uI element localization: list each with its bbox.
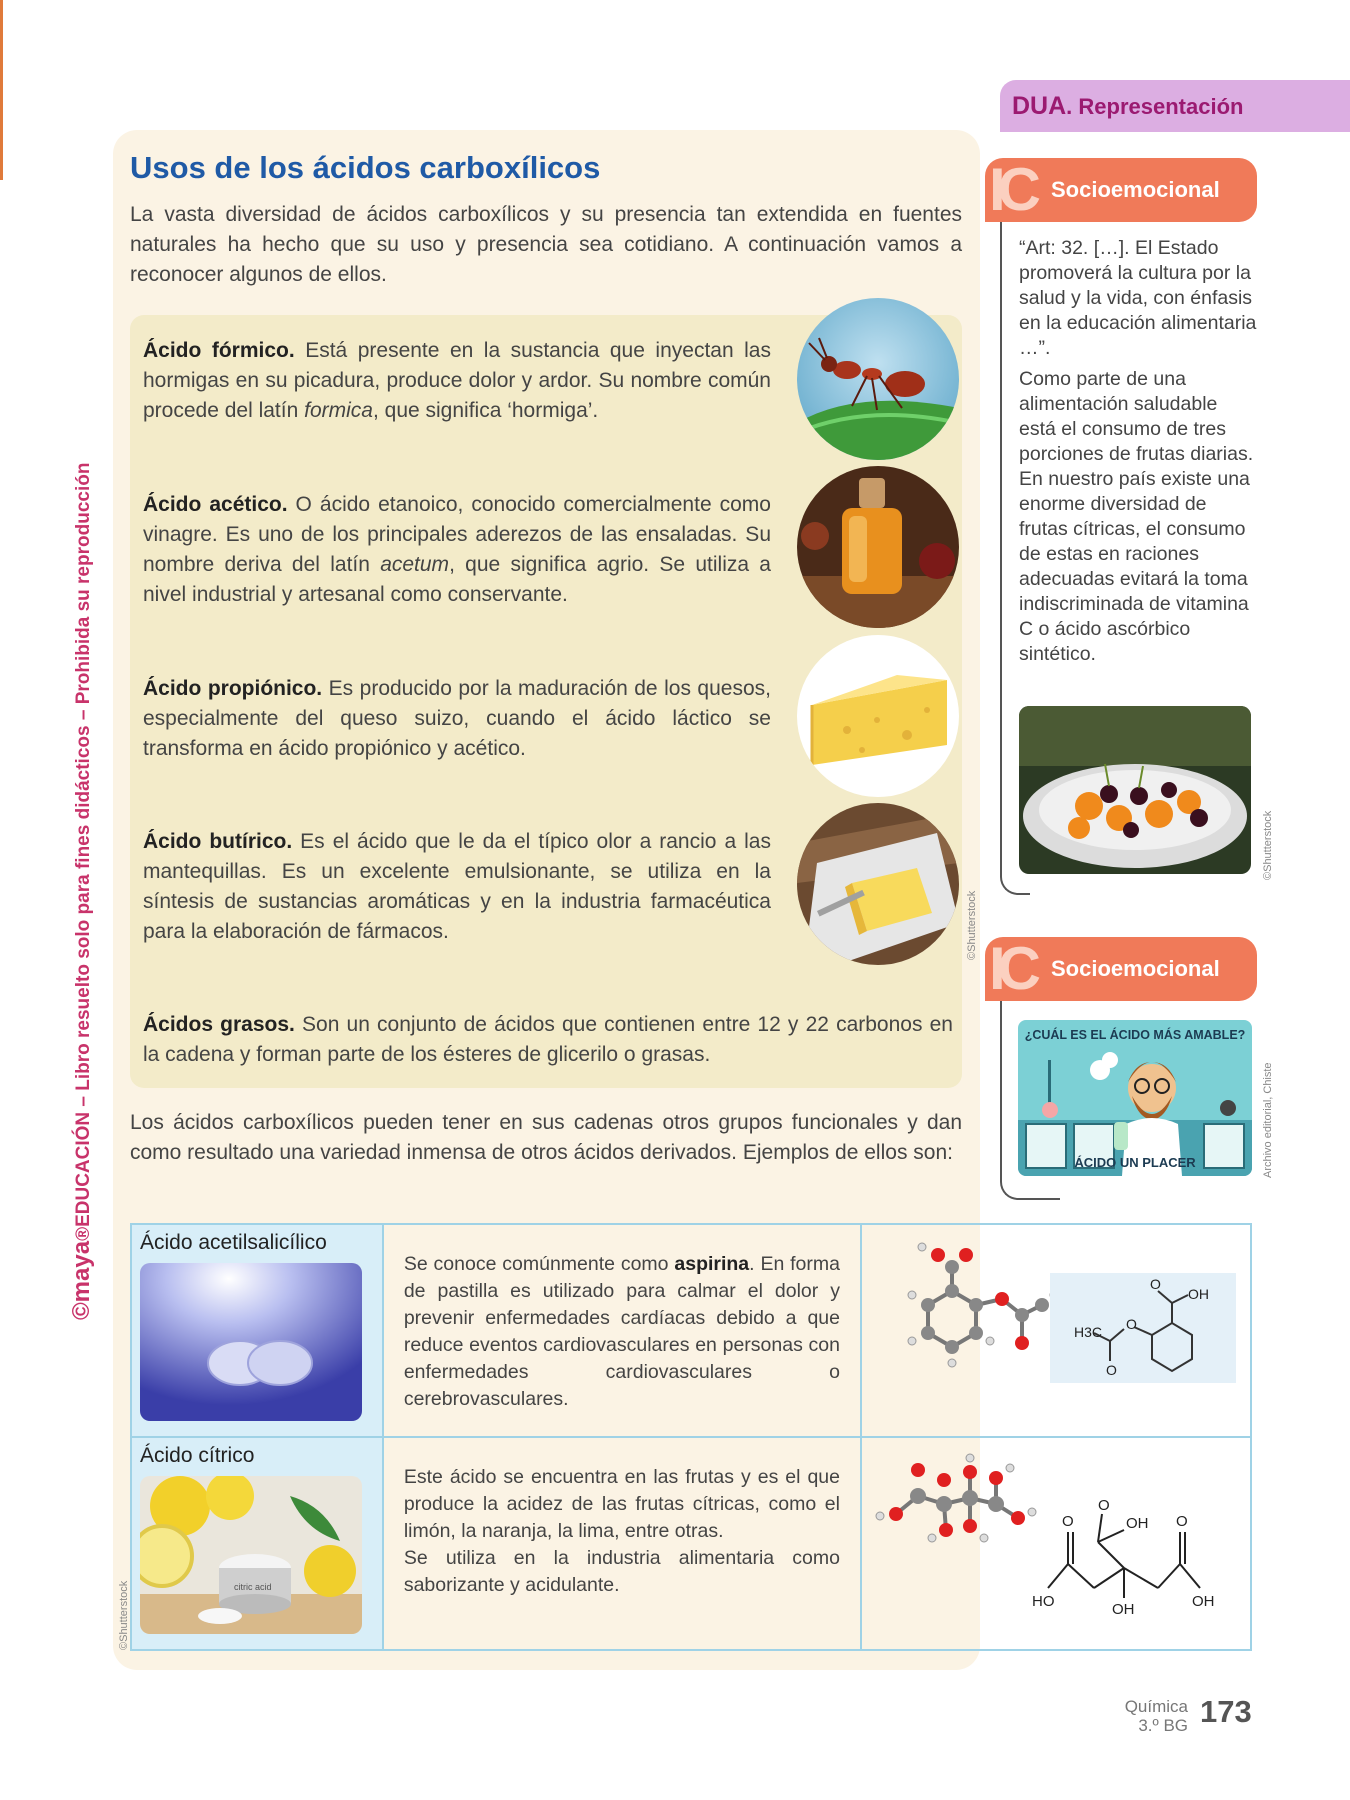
example-name-cell xyxy=(131,1437,383,1650)
page-edge-strip xyxy=(0,0,3,180)
fruit-plate-photo xyxy=(1019,706,1251,874)
table-row xyxy=(131,1437,1251,1650)
svg-text:OH: OH xyxy=(1125,1515,1149,1532)
citric-molecule-diagram xyxy=(862,1438,1250,1644)
ant-photo xyxy=(797,298,959,460)
derived-acids-paragraph: Los ácidos carboxílicos pueden tener en sus cadenas otros grupos funcionales y dan como resultado una variedad inmensa de otros ácidos derivados. Ejemplos de ellos son: xyxy=(130,1111,962,1164)
citric-structure-cell xyxy=(861,1437,1251,1650)
butter-photo xyxy=(797,803,959,965)
example-name: Ácido cítrico xyxy=(140,1444,255,1467)
shutterstock-credit-bottom: ©Shutterstock xyxy=(118,1580,130,1650)
side-copyright-text: ©maya®EDUCACIÓN – Libro resuelto solo para fines didácticos – Prohibida su reproducción xyxy=(68,462,95,1320)
svg-text:O: O xyxy=(1149,1276,1161,1292)
svg-text:OH: OH xyxy=(1191,1593,1215,1610)
socio-header-1: IC Socioemocional xyxy=(985,158,1257,222)
example-name: Ácido acetilsalicílico xyxy=(140,1231,327,1254)
dua-banner: DUA. Representación xyxy=(1000,80,1350,132)
comic-credit: Archivo editorial, Chiste xyxy=(1262,1062,1274,1178)
example-description: Este ácido se encuentra en las frutas y es el que produce la acidez de las frutas cítricas, como el limón, la naranja, la lima, entre otras. Se utiliza en la industria alimentaria como saborizante y acidulante. xyxy=(383,1437,861,1650)
svg-text:O: O xyxy=(1097,1497,1110,1514)
socio-header-2: IC Socioemocional xyxy=(985,937,1257,1001)
example-name-cell xyxy=(131,1224,383,1437)
joke-comic xyxy=(1018,1020,1252,1176)
aspirin-photo xyxy=(140,1263,362,1421)
example-description: Se conoce comúnmente como aspirina. En forma de pastilla es utilizado para calmar el dolor y prevenir enfermedades cardíacas debido a que reduce eventos cardiovasculares en personas con enfermedades cardiovasculares o cerebrovasculares. xyxy=(383,1224,861,1437)
svg-text:OH: OH xyxy=(1187,1286,1209,1302)
intro-paragraph: La vasta diversidad de ácidos carboxílicos y su presencia tan extendida en fuentes naturales ha hecho que su uso y presencia sea cotidiano. A continuación vamos a reconocer algunos de ellos. xyxy=(130,203,962,286)
aspirin-molecule-diagram xyxy=(862,1225,1250,1431)
acid-entry-butirico: Ácido butírico. Es el ácido que le da el típico olor a rancio a las mantequillas. Es un excelente emulsionante, se utiliza en la síntesis de sustancias aromáticas y en la industria farmacéutica para la elaboración de fármacos. xyxy=(143,830,771,943)
svg-text:HO: HO xyxy=(1031,1593,1055,1610)
socio-quote: “Art: 32. […]. El Estado promoverá la cultura por la salud y la vida, con énfasis en la educación alimentaria …”. xyxy=(1019,237,1257,359)
svg-text:citric acid: citric acid xyxy=(234,1582,272,1592)
socio-text xyxy=(1019,236,1259,673)
page-number: 173 xyxy=(1200,1694,1252,1729)
svg-text:O: O xyxy=(1061,1513,1074,1530)
cheese-photo xyxy=(797,635,959,797)
ic-icon: IC xyxy=(989,935,1033,1002)
svg-text:O: O xyxy=(1175,1513,1188,1530)
svg-text:OH: OH xyxy=(1111,1601,1135,1618)
page-title: Usos de los ácidos carboxílicos xyxy=(130,150,601,185)
acid-entry-propionico: Ácido propiónico. Es producido por la maduración de los quesos, especialmente del queso suizo, cuando el ácido láctico se transforma en ácido propiónico y acético. xyxy=(143,677,771,760)
examples-table xyxy=(130,1223,1252,1651)
svg-text:O: O xyxy=(1125,1316,1137,1332)
joke-question: ¿CUÁL ES EL ÁCIDO MÁS AMABLE? xyxy=(1024,1028,1246,1042)
socio-paragraph: Como parte de una alimentación saludable está el consumo de tres porciones de frutas diarias. En nuestro país existe una enorme diversidad de frutas cítricas, el consumo de estas en raciones adecuadas evitará la toma indiscriminada de vitamina C o ácido ascórbico sintético. xyxy=(1019,368,1254,665)
table-row xyxy=(131,1224,1251,1437)
acid-entry-acetico: Ácido acético. O ácido etanoico, conocido comercialmente como vinagre. Es uno de los principales aderezos de las ensaladas. Su nombre deriva del latín acetum, que significa agrio. Se utiliza a nivel industrial y artesanal como conservante. xyxy=(143,493,771,606)
citric-acid-photo xyxy=(140,1476,362,1634)
ic-icon: IC xyxy=(989,156,1033,223)
footer-subject: Química 3.º BG xyxy=(1124,1697,1188,1735)
shutterstock-credit: ©Shutterstock xyxy=(966,890,978,960)
vinegar-photo xyxy=(797,466,959,628)
svg-text:H3C: H3C xyxy=(1073,1324,1102,1340)
svg-text:O: O xyxy=(1105,1362,1117,1378)
acid-entry-formico: Ácido fórmico. Está presente en la sustancia que inyectan las hormigas en su picadura, produce dolor y ardor. Su nombre común procede del latín formica, que significa ‘hormiga’. xyxy=(143,339,771,422)
joke-answer: ÁCIDO UN PLACER xyxy=(1074,1155,1196,1170)
acid-entry-grasos: Ácidos grasos. Son un conjunto de ácidos que contienen entre 12 y 22 carbonos en la cadena y forman parte de los ésteres de glicerilo o grasas. xyxy=(143,1013,953,1066)
aspirin-structure-cell xyxy=(861,1224,1251,1437)
shutterstock-credit-right: ©Shutterstock xyxy=(1262,810,1274,880)
